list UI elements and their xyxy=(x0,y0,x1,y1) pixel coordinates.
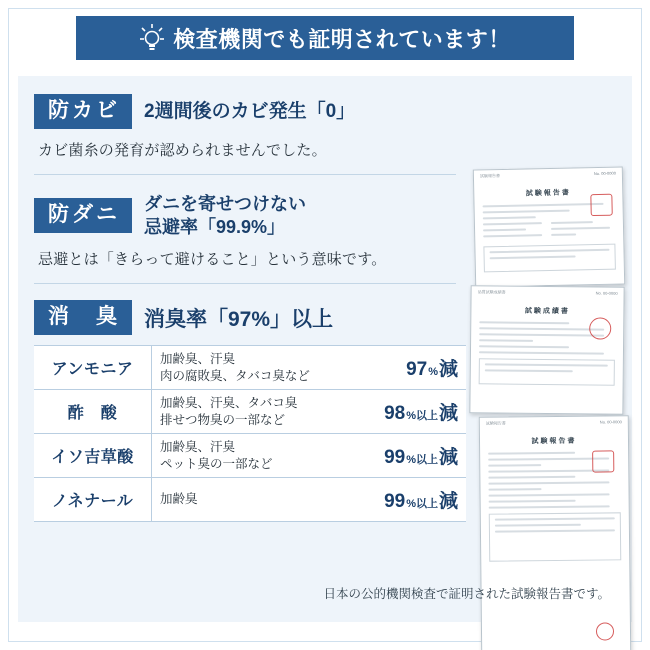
certificate-document-3 xyxy=(479,415,632,650)
certificate-documents xyxy=(470,86,632,626)
section-mite xyxy=(34,193,464,238)
doc-line xyxy=(479,321,569,324)
odor-table xyxy=(34,345,466,522)
table-row xyxy=(34,478,466,522)
doc-line xyxy=(483,203,604,208)
doc-line xyxy=(488,464,541,467)
section-deodorize-headline: 消臭率「97%」以上 xyxy=(144,307,334,331)
odor-name: アンモニア xyxy=(34,346,152,389)
seal-stamp-icon xyxy=(592,450,614,472)
odor-value-gen: 減 xyxy=(438,447,458,469)
header-banner xyxy=(76,16,574,60)
doc-column xyxy=(483,222,548,241)
odor-value xyxy=(362,442,466,469)
doc-line xyxy=(483,222,542,225)
doc-line xyxy=(483,216,536,219)
doc-line xyxy=(479,339,533,342)
odor-name: ノネナール xyxy=(34,478,152,521)
doc-line xyxy=(489,488,542,491)
doc-line xyxy=(479,327,604,330)
odor-desc-line2: 肉の腐敗臭、タバコ臭など xyxy=(160,368,310,383)
doc-line xyxy=(489,249,609,254)
doc-line xyxy=(485,363,608,366)
doc-line xyxy=(488,476,575,479)
banner-title: 検査機関でも証明されています！ xyxy=(173,26,511,52)
odor-value xyxy=(362,354,466,381)
doc-line xyxy=(483,210,570,214)
odor-value-suffix: %以上 xyxy=(406,498,438,511)
doc-header-right: No. 00-0000 xyxy=(593,170,616,177)
odor-value-number: 99 xyxy=(384,447,406,469)
lightbulb-icon xyxy=(139,23,165,53)
odor-description xyxy=(152,434,362,477)
section-mite-headline-line2: 忌避率「99.9%」 xyxy=(144,216,286,237)
doc-line xyxy=(483,234,542,237)
doc-line xyxy=(483,228,526,231)
divider-1 xyxy=(34,174,456,175)
doc-title: 試験報告書 xyxy=(525,189,571,198)
odor-value-gen: 減 xyxy=(438,491,458,513)
doc-columns xyxy=(483,221,615,242)
odor-desc-line2: ペット臭の一部など xyxy=(160,456,273,471)
section-mold-headline: 2週間後のカビ発生「0」 xyxy=(144,100,356,122)
doc-line xyxy=(489,493,610,496)
table-row xyxy=(34,390,466,434)
section-mold-sub: カビ菌糸の発育が認められませんでした。 xyxy=(38,142,327,160)
odor-value-number: 97 xyxy=(406,359,428,381)
odor-value-suffix: % xyxy=(428,366,438,379)
odor-value-number: 99 xyxy=(384,491,406,513)
doc-box xyxy=(483,244,616,273)
odor-value-suffix: %以上 xyxy=(406,410,438,423)
section-mold xyxy=(34,94,464,129)
odor-value-suffix: %以上 xyxy=(406,454,438,467)
section-deodorize xyxy=(34,300,464,335)
section-deodorize-chip: 消 臭 xyxy=(34,300,132,335)
seal-stamp-icon xyxy=(596,622,614,640)
doc-line xyxy=(489,505,610,508)
odor-desc-line2: 排せつ物臭の一部など xyxy=(160,412,286,427)
odor-name: 酢 酸 xyxy=(34,390,152,433)
doc-header-left: 品質試験成績書 xyxy=(477,289,506,295)
doc-header-left: 試験報告書 xyxy=(485,420,506,426)
doc-line xyxy=(489,500,576,503)
doc-header-left: 試験報告書 xyxy=(479,173,500,179)
content-column xyxy=(34,94,464,522)
doc-line xyxy=(550,221,593,224)
doc-line xyxy=(551,233,577,236)
section-mite-headline-line1: ダニを寄せつけない xyxy=(144,194,306,215)
doc-line xyxy=(495,517,615,520)
doc-line xyxy=(551,227,610,230)
odor-value-gen: 減 xyxy=(438,359,458,381)
doc-line xyxy=(485,369,573,372)
table-row xyxy=(34,346,466,390)
doc-header-row xyxy=(474,167,622,179)
section-mite-chip: 防ダニ xyxy=(34,198,132,233)
section-mold-chip: 防カビ xyxy=(34,94,132,129)
odor-desc-line1: 加齢臭、汗臭 xyxy=(160,439,236,454)
doc-column xyxy=(550,221,615,240)
certificate-document-2 xyxy=(469,285,624,415)
divider-2 xyxy=(34,283,456,284)
doc-line xyxy=(495,529,615,532)
doc-line xyxy=(479,345,569,348)
doc-header-right: No. 00-0000 xyxy=(595,290,618,296)
doc-line xyxy=(490,255,576,259)
section-mite-headline xyxy=(144,193,306,238)
section-mite-sub: 忌避とは「きらって避けること」という意味です。 xyxy=(38,251,387,269)
odor-value-number: 98 xyxy=(384,403,406,425)
odor-name: イソ吉草酸 xyxy=(34,434,152,477)
doc-box xyxy=(479,358,615,385)
table-row xyxy=(34,434,466,478)
seal-stamp-icon xyxy=(589,317,611,339)
certificate-document-1 xyxy=(473,166,625,287)
odor-desc-line1: 加齢臭、汗臭、タバコ臭 xyxy=(160,395,298,410)
odor-description xyxy=(152,390,362,433)
odor-value xyxy=(362,486,466,513)
doc-header-row xyxy=(480,416,628,427)
odor-description xyxy=(152,478,362,521)
odor-value xyxy=(362,398,466,425)
doc-header-right: No. 00-0000 xyxy=(599,419,622,425)
odor-desc-line1: 加齢臭、汗臭 xyxy=(160,351,236,366)
doc-line xyxy=(488,481,609,484)
main-panel xyxy=(18,76,632,622)
doc-title: 試験報告書 xyxy=(531,437,577,446)
doc-line xyxy=(479,333,604,336)
seal-stamp-icon xyxy=(590,194,612,216)
footnote: 日本の公的機関検査で証明された試験報告書です。 xyxy=(323,587,610,601)
doc-line xyxy=(479,351,604,354)
doc-header-row xyxy=(472,286,624,297)
doc-title: 試験成績書 xyxy=(524,307,570,316)
doc-box xyxy=(489,512,621,561)
doc-line xyxy=(488,452,575,455)
odor-desc-line1: 加齢臭 xyxy=(160,492,198,507)
odor-description xyxy=(152,346,362,389)
doc-line xyxy=(495,524,581,527)
odor-value-gen: 減 xyxy=(438,403,458,425)
